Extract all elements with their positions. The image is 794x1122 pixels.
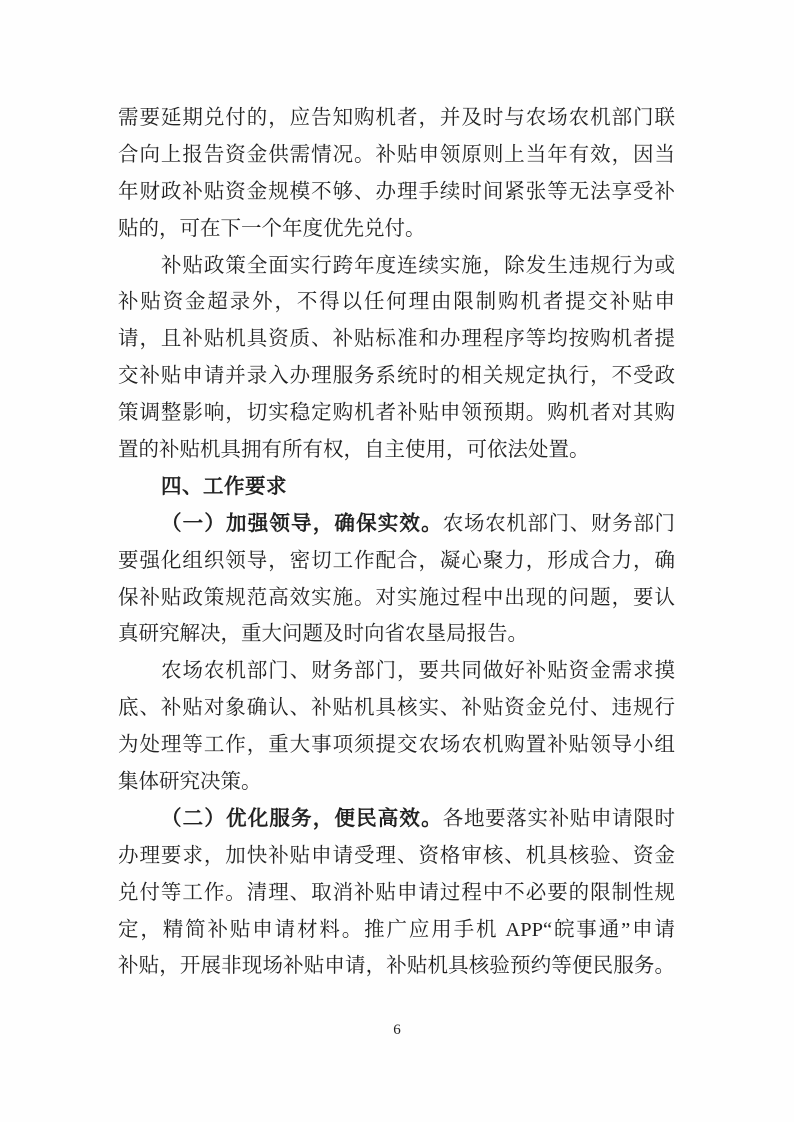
bold-lead-text: （一）加强领导，确保实效。 xyxy=(161,511,443,535)
text-line xyxy=(118,801,675,838)
text-line xyxy=(118,543,675,580)
section-heading-line xyxy=(118,469,675,506)
body-text: 贴的，可在下一个年度优先兑付。 xyxy=(118,217,426,240)
document-text-block xyxy=(118,100,675,985)
text-line xyxy=(118,616,675,653)
body-text: 需要延期兑付的，应告知购机者，并及时与农场农机部门联 xyxy=(118,107,675,129)
body-text: 补贴，开展非现场补贴申请，补贴机具核验预约等便民服务。 xyxy=(118,955,675,978)
body-text: 底、补贴对象确认、补贴机具核实、补贴资金兑付、违规行 xyxy=(118,697,675,720)
text-line xyxy=(118,948,675,985)
body-text: 请，且补贴机具资质、补贴标准和办理程序等均按购机者提 xyxy=(118,328,675,351)
bold-lead-text: （二）优化服务，便民高效。 xyxy=(161,806,443,830)
body-text: 真研究解决，重大问题及时向省农垦局报告。 xyxy=(118,623,528,646)
text-line xyxy=(118,580,675,617)
text-line xyxy=(118,432,675,469)
text-line xyxy=(118,506,675,543)
body-text: 各地要落实补贴申请限时 xyxy=(442,807,675,830)
body-text: 办理要求，加快补贴申请受理、资格审核、机具核验、资金 xyxy=(118,844,675,867)
body-text: 兑付等工作。清理、取消补贴申请过程中不必要的限制性规 xyxy=(118,881,675,904)
text-line xyxy=(118,211,675,248)
text-line xyxy=(118,727,675,764)
paragraph-joint-duties xyxy=(118,653,675,801)
body-text: 策调整影响，切实稳定购机者补贴申领预期。购机者对其购 xyxy=(118,402,675,425)
body-text: 农场农机部门、财务部门，要共同做好补贴资金需求摸 xyxy=(161,660,675,683)
page-number: 6 xyxy=(393,1022,401,1038)
body-text: 为处理等工作，重大事项须提交农场农机购置补贴领导小组 xyxy=(118,734,675,757)
text-line xyxy=(118,653,675,690)
body-text: 农场农机部门、财务部门 xyxy=(442,512,675,535)
text-line xyxy=(118,100,675,137)
section-heading-work-requirements xyxy=(118,469,675,506)
paragraph-deferred-payment xyxy=(118,100,675,248)
paragraph-cross-year-policy xyxy=(118,248,675,469)
text-line xyxy=(118,690,675,727)
body-text: 交补贴申请并录入办理服务系统时的相关规定执行，不受政 xyxy=(118,365,675,388)
body-text: 定，精简补贴申请材料。推广应用手机 APP“皖事通”申请 xyxy=(118,918,675,941)
text-line xyxy=(118,838,675,875)
text-line xyxy=(118,764,675,801)
body-text: 合向上报告资金供需情况。补贴申领原则上当年有效，因当 xyxy=(118,143,675,166)
text-line xyxy=(118,875,675,912)
text-line xyxy=(118,395,675,432)
text-line xyxy=(118,321,675,358)
text-line xyxy=(118,174,675,211)
body-text: 要强化组织领导，密切工作配合，凝心聚力，形成合力，确 xyxy=(118,549,675,572)
body-text: 补贴资金超录外，不得以任何理由限制购机者提交补贴申 xyxy=(118,291,675,314)
bold-lead-text: 四、工作要求 xyxy=(161,474,287,498)
body-text: 置的补贴机具拥有所有权，自主使用，可依法处置。 xyxy=(118,439,590,462)
body-text: 补贴政策全面实行跨年度连续实施，除发生违规行为或 xyxy=(161,254,675,277)
paragraph-optimize-service xyxy=(118,801,675,985)
body-text: 集体研究决策。 xyxy=(118,771,262,794)
text-line xyxy=(118,912,675,949)
text-line xyxy=(118,137,675,174)
text-line xyxy=(118,248,675,285)
paragraph-strengthen-leadership xyxy=(118,506,675,654)
text-line xyxy=(118,284,675,321)
body-text: 保补贴政策规范高效实施。对实施过程中出现的问题，要认 xyxy=(118,586,675,609)
text-line xyxy=(118,358,675,395)
body-text: 年财政补贴资金规模不够、办理手续时间紧张等无法享受补 xyxy=(118,180,675,203)
